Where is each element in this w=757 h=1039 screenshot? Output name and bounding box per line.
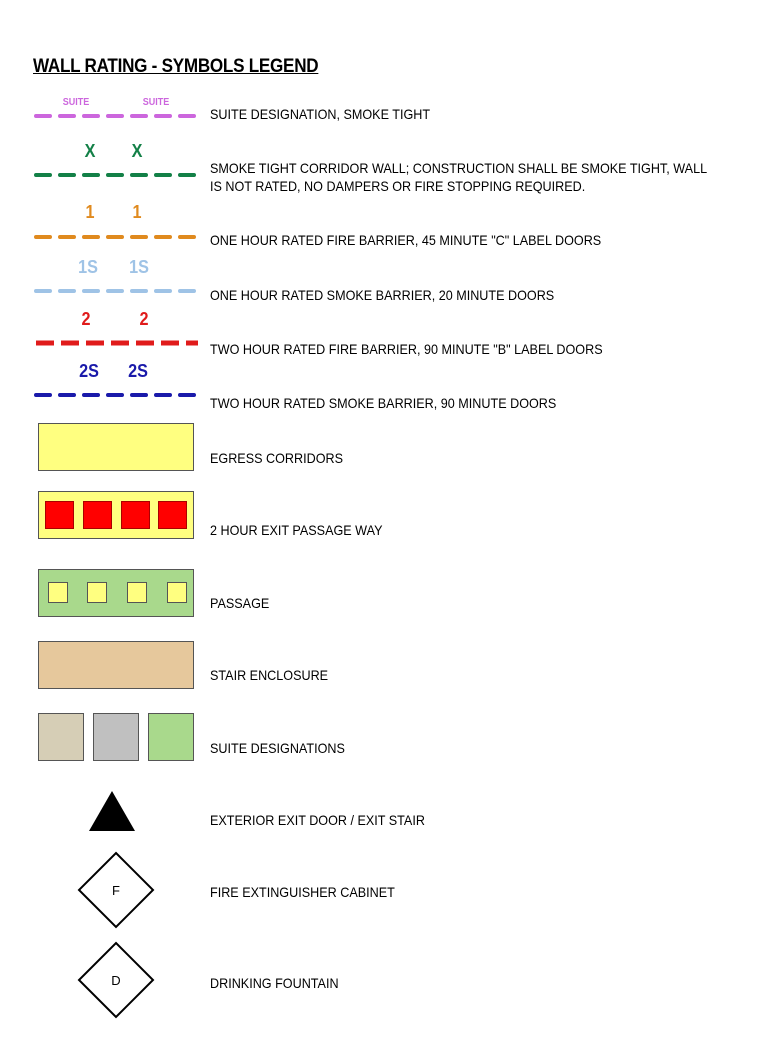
two-hour-fire-dashed-line <box>34 338 200 348</box>
desc-egress-corridors: EGRESS CORRIDORS <box>210 450 344 466</box>
desc-smoke-tight-line1: SMOKE TIGHT CORRIDOR WALL; CONSTRUCTION SHALL BE SMOKE TIGHT, WALL <box>210 160 708 176</box>
wall-label-1s: 1S <box>129 257 149 277</box>
desc-exterior-exit: EXTERIOR EXIT DOOR / EXIT STAIR <box>210 812 425 828</box>
passage-square <box>167 582 187 603</box>
two-hour-smoke-dashed-line <box>34 390 200 400</box>
wall-label-2s: 2S <box>79 361 99 381</box>
passage-square <box>48 582 68 603</box>
wall-label-2s: 2S <box>128 361 148 381</box>
exit-passage-square <box>45 501 74 529</box>
exit-passage-square <box>158 501 187 529</box>
wall-label-2: 2 <box>81 309 91 329</box>
desc-passage: PASSAGE <box>210 595 270 611</box>
passage-square <box>127 582 147 603</box>
desc-suite-designations: SUITE DESIGNATIONS <box>210 740 345 756</box>
passage-square <box>87 582 107 603</box>
wall-label-2: 2 <box>139 309 149 329</box>
desc-drinking-fountain: DRINKING FOUNTAIN <box>210 975 339 991</box>
suite-swatch-gray <box>93 713 139 761</box>
suite-dashed-line <box>34 111 200 121</box>
wall-label-1: 1 <box>85 202 95 222</box>
exit-passage-square <box>83 501 112 529</box>
stair-enclosure-swatch <box>38 641 194 689</box>
legend-title: WALL RATING - SYMBOLS LEGEND <box>33 56 319 77</box>
desc-stair-enclosure: STAIR ENCLOSURE <box>210 667 329 683</box>
desc-two-hour-fire: TWO HOUR RATED FIRE BARRIER, 90 MINUTE "B" LABEL DOORS <box>210 341 603 357</box>
desc-one-hour-smoke: ONE HOUR RATED SMOKE BARRIER, 20 MINUTE DOORS <box>210 287 555 303</box>
desc-one-hour-fire: ONE HOUR RATED FIRE BARRIER, 45 MINUTE "C" LABEL DOORS <box>210 232 602 248</box>
wall-label-1: 1 <box>132 202 142 222</box>
one-hour-fire-dashed-line <box>34 232 200 242</box>
desc-two-hour-smoke: TWO HOUR RATED SMOKE BARRIER, 90 MINUTE DOORS <box>210 395 557 411</box>
desc-exit-passage: 2 HOUR EXIT PASSAGE WAY <box>210 522 383 538</box>
wall-label-1s: 1S <box>78 257 98 277</box>
egress-corridor-swatch <box>38 423 194 471</box>
smoke-tight-dashed-line <box>34 170 200 180</box>
desc-smoke-tight-line2: IS NOT RATED, NO DAMPERS OR FIRE STOPPING REQUIRED. <box>210 178 586 194</box>
triangle-icon <box>88 789 138 833</box>
wall-label-x: X <box>84 141 96 161</box>
desc-fire-extinguisher: FIRE EXTINGUISHER CABINET <box>210 884 395 900</box>
suite-swatch-beige <box>38 713 84 761</box>
suite-swatch-green <box>148 713 194 761</box>
wall-label-suite: SUITE <box>62 97 90 108</box>
one-hour-smoke-dashed-line <box>34 286 200 296</box>
exit-passage-square <box>121 501 150 529</box>
diamond-letter-d: D <box>111 973 121 988</box>
diamond-letter-f: F <box>112 883 120 898</box>
desc-suite-designation: SUITE DESIGNATION, SMOKE TIGHT <box>210 106 431 122</box>
wall-label-x: X <box>131 141 143 161</box>
wall-label-suite: SUITE <box>142 97 170 108</box>
